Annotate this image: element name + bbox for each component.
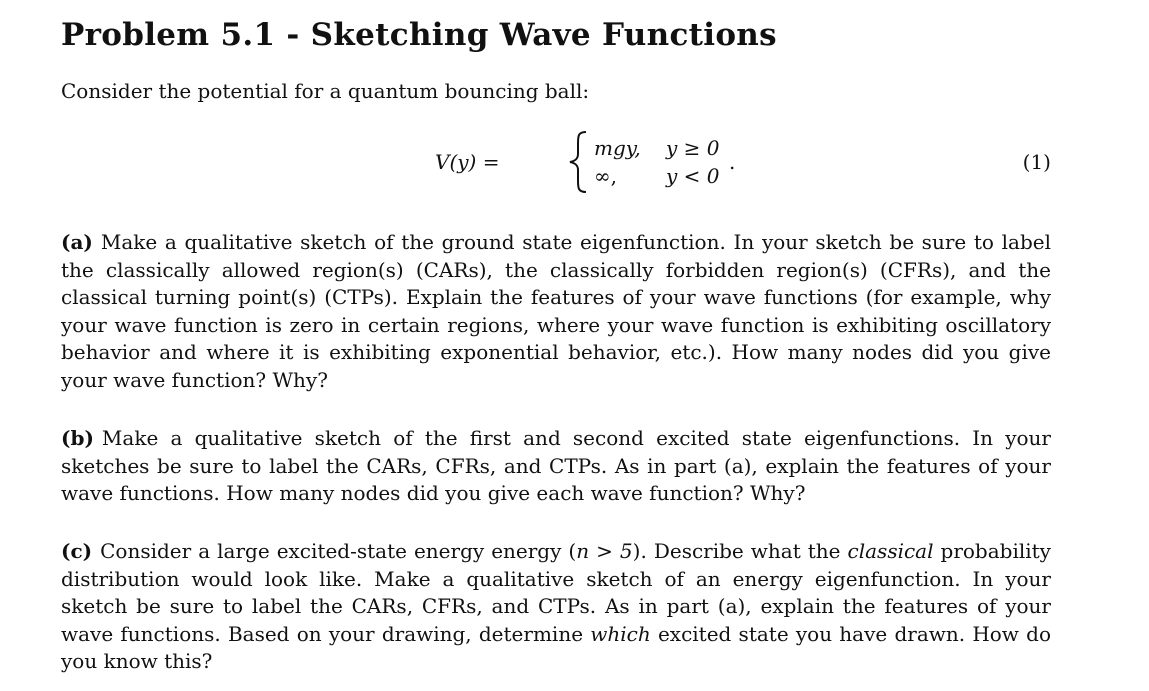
part-c-label: (c)	[61, 539, 93, 563]
potential-equation	[61, 128, 1051, 198]
part-b	[61, 425, 1051, 508]
part-a-text: Make a qualitative sketch of the ground state eigenfunction. In your sketch be sure to label the classically allowed region(s) (CARs), the classically forbidden region(s) (CFRs), and the classical turning point(s) (CTPs). Explain the features of your wave functions (for example, why your wave function is zero in certain regions, where your wave function is exhibiting oscillatory behavior and where it is exhibiting exponential behavior, etc.). How many nodes did you give your wave function? Why?	[61, 230, 1051, 392]
part-a	[61, 229, 1051, 394]
equation-lhs: V(y) =	[435, 150, 500, 174]
problem-title: Problem 5.1 - Sketching Wave Functions	[61, 17, 777, 53]
part-c-math: n > 5	[576, 539, 633, 563]
part-c-text-3: probability distribution would look like. Make a qualitative sketch of an energy eigenfunction. In your sketch be sure to label the CARs, CFRs, and CTPs. As in part (a), explain the features of your wave functions. Based on your drawing, determine	[61, 539, 1051, 646]
part-b-text: Make a qualitative sketch of the first and second excited state eigenfunctions. In your sketches be sure to label the CARs, CFRs, and CTPs. As in part (a), explain the features of your wave functions. How many nodes did you give each wave function? Why?	[61, 426, 1051, 505]
equation-case2-condition: y < 0	[666, 164, 720, 188]
part-c	[61, 538, 1051, 676]
equation-case2-expression: ∞,	[594, 164, 618, 188]
equation-case1-expression: mgy,	[594, 136, 641, 160]
problem-intro: Consider the potential for a quantum bouncing ball:	[61, 79, 590, 103]
left-brace-icon	[568, 130, 590, 194]
equation-period: .	[729, 150, 736, 174]
part-c-text-4: excited state you have drawn. How do you know this?	[61, 621, 1051, 673]
part-b-label: (b)	[61, 426, 94, 450]
part-c-text-2: ). Describe what the	[632, 539, 848, 563]
equation-case1-condition: y ≥ 0	[666, 136, 720, 160]
part-c-emphasis-classical: classical	[847, 539, 934, 563]
part-c-text-1: Consider a large excited-state energy energy (	[100, 539, 577, 563]
equation-number: (1)	[1022, 150, 1051, 174]
part-c-emphasis-which: which	[590, 621, 651, 646]
part-a-label: (a)	[61, 230, 93, 254]
